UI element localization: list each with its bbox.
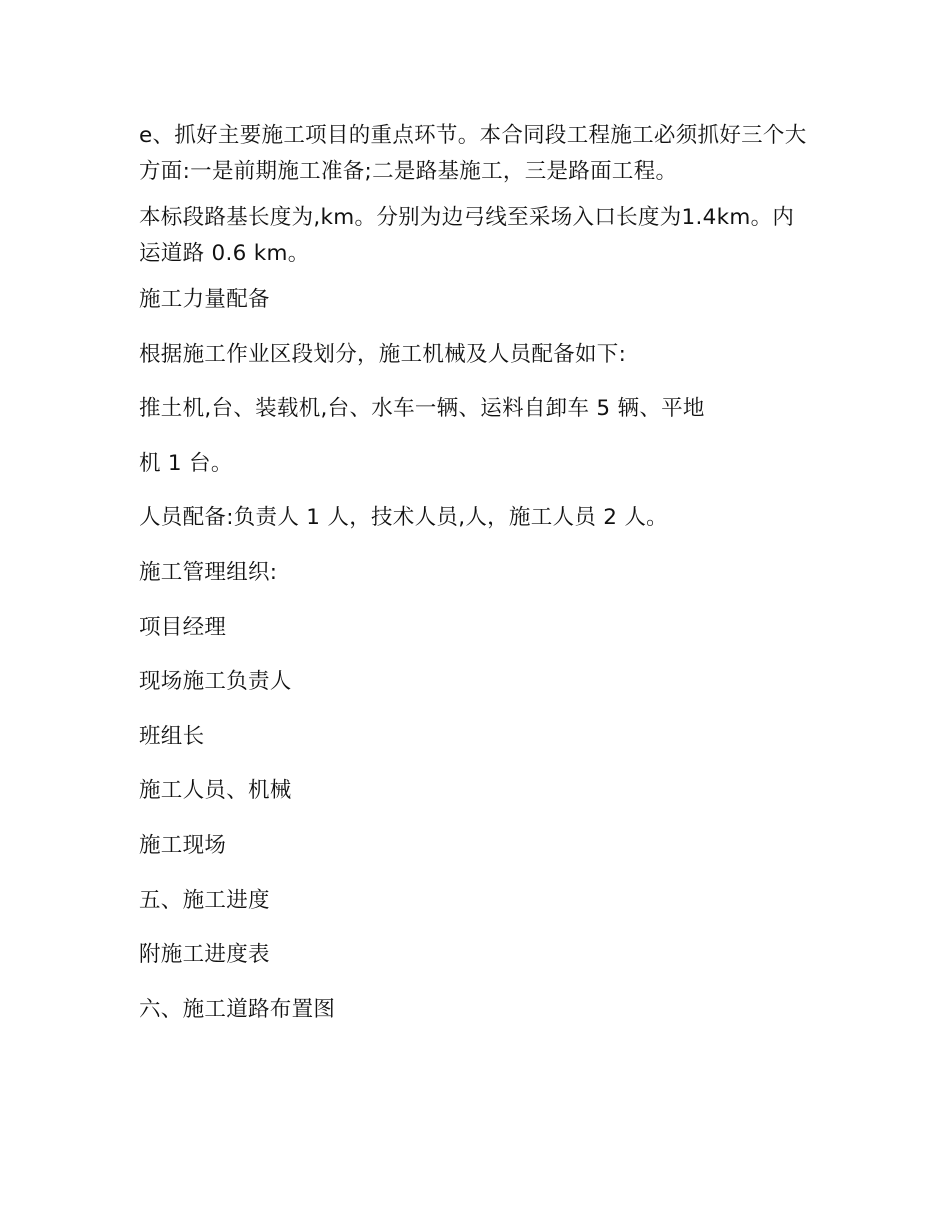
heading-construction-force: 施工力量配备 <box>139 287 270 312</box>
paragraph-key-links: e、抓好主要施工项目的重点环节。本合同段工程施工必须抓好三个大方面:一是前期施工准备;二是路基施工，三是路面工程。 <box>139 123 807 184</box>
org-item-workers-machinery: 施工人员、机械 <box>139 778 292 804</box>
org-item-site-leader: 现场施工负责人 <box>139 669 292 695</box>
org-item-project-manager: 项目经理 <box>139 614 227 640</box>
text-machinery-list: 推土机,台、装载机,台、水车一辆、运料自卸车 5 辆、平地 <box>139 396 705 422</box>
text-machinery-list-cont: 机 1 台。 <box>139 450 233 476</box>
org-item-site: 施工现场 <box>139 832 227 858</box>
org-item-team-leader: 班组长 <box>139 723 205 749</box>
paragraph-roadbed-length: 本标段路基长度为,km。分别为边弓线至采场入口长度为1.4km。内运道路 0.6 km。 <box>139 205 795 266</box>
document-body <box>139 118 811 1046</box>
text-schedule-table: 附施工进度表 <box>139 942 270 968</box>
heading-road-layout: 六、施工道路布置图 <box>139 996 336 1022</box>
heading-management-org: 施工管理组织: <box>139 559 278 585</box>
heading-schedule: 五、施工进度 <box>139 887 270 913</box>
text-personnel: 人员配备:负责人 1 人，技术人员,人，施工人员 2 人。 <box>139 505 668 531</box>
text-allocation-intro: 根据施工作业区段划分，施工机械及人员配备如下: <box>139 341 627 367</box>
